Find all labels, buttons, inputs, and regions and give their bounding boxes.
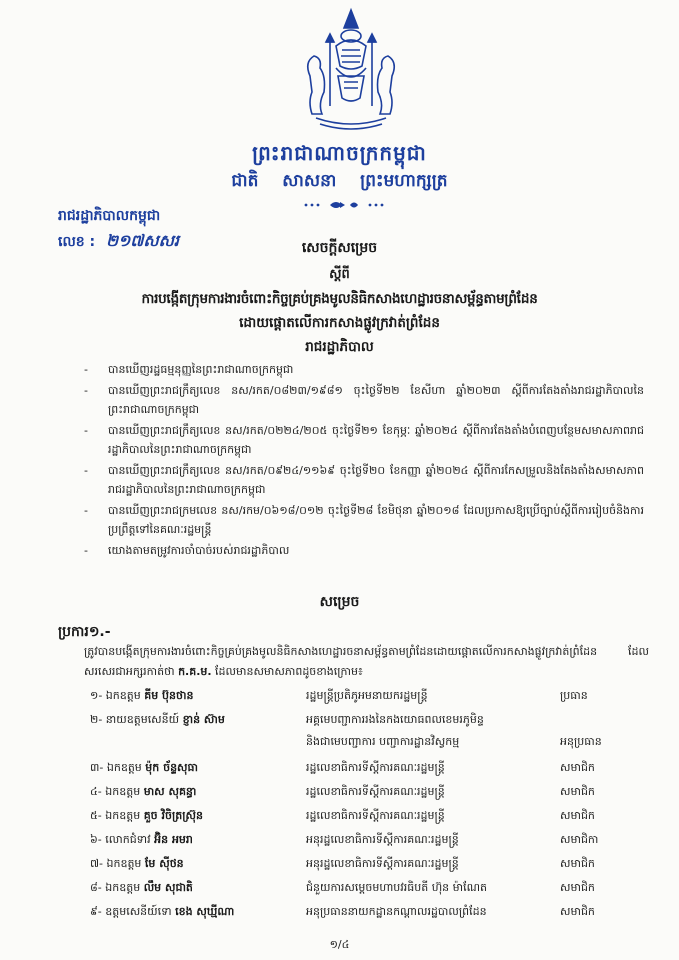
list-item: - បានឃើញព្រះរាជក្រឹត្យលេខ នស/រកត/០៩២៤/១១៦៩ ចុះថ្ងៃទី២០ ខែកញ្ញា ឆ្នាំ២០២៤ ស្តីពីការកែសម្រួលនិងតែងតាំងសមាសភាពរាជរដ្ឋាភិបាលនៃព្រះរាជាណាចក្រកម្ពុជា <box>84 464 644 496</box>
member-row: ៩- ឧត្តមសេនីយ៍ទោ ខេង សុឃ្មីណា អនុប្រធាននាយកដ្ឋានកណ្តាលរដ្ឋបាលព្រំដែន សមាជិក <box>90 905 595 918</box>
member-row: ៤- ឯកឧត្តម មាស សុគន្ធា រដ្ឋលេខាធិការទីស្តីការគណៈរដ្ឋមន្ត្រី សមាជិក <box>90 785 595 798</box>
decision-heading: សេចក្តីសម្រេច <box>301 240 378 256</box>
royal-coat-of-arms-icon <box>296 6 406 134</box>
visa-list <box>84 360 644 562</box>
member-row: ១- ឯកឧត្តម គីម ប៊ុនថាន រដ្ឋមន្ត្រីប្រតិភូអមនាយករដ្ឋមន្ត្រី ប្រធាន <box>90 689 588 702</box>
member-row: ៥- ឯកឧត្តម គួច វិចិត្រស្រ៊ុន រដ្ឋលេខាធិការទីស្តីការគណៈរដ្ឋមន្ត្រី សមាជិក <box>90 809 595 822</box>
list-item: - បានឃើញព្រះរាជក្រឹត្យលេខ នស/រកត/០៨២៣/១៩៨១ ចុះថ្ងៃទី២២ ខែសីហា ឆ្នាំ២០២៣ ស្តីពីការតែងតាំងរាជរដ្ឋាភិបាលនៃព្រះរាជាណាចក្រកម្ពុជា <box>84 384 644 416</box>
page-number: ១/៤ <box>329 938 350 951</box>
member-row: ៧- ឯកឧត្តម មែ ស៊ីថន អនុរដ្ឋលេខាធិការទីស្តីការគណៈរដ្ឋមន្ត្រី សមាជិក <box>90 857 595 870</box>
article-1-text: ត្រូវបានបង្កើតក្រុមការងារចំពោះកិច្ចគ្រប់គ្រងមូលនិធិកសាងហេដ្ឋារចនាសម្ព័ន្ធតាមព្រំដែនដោយផ្តោតលើការកសាងផ្លូវក្រវាត់ព្រំដែន ដែលសរសេរជាអក្សរកាត់ថា ក.គ.ម. ដែលមានសមាសភាពដូចខាងក្រោម៖ <box>84 645 649 678</box>
list-item: - បានឃើញព្រះរាជក្រឹត្យលេខ នស/រកត/០២២៤/២០៥ ចុះថ្ងៃទី២១ ខែកុម្ភៈ ឆ្នាំ២០២៤ ស្តីពីការតែងតាំងបំពេញបន្ថែមសមាសភាពរាជរដ្ឋាភិបាលនៃព្រះរាជាណាចក្រកម្ពុជា <box>84 424 644 456</box>
about-heading: ស្តីពី <box>329 267 350 282</box>
subject-line-2: ដោយផ្តោតលើការកសាងផ្លូវក្រវាត់ព្រំដែន <box>239 315 440 331</box>
ornament-divider-icon <box>300 198 390 212</box>
list-item: - បានឃើញរដ្ឋធម្មនុញ្ញនៃព្រះរាជាណាចក្រកម្ពុជា <box>84 363 294 376</box>
reference-number: ២១៧សសរ <box>106 231 179 250</box>
member-row: ៦- លោកជំទាវ អ៊ិន អមរា អនុរដ្ឋលេខាធិការទីស្តីការគណៈរដ្ឋមន្ត្រី សមាជិកា <box>90 833 599 846</box>
member-row-continuation: និងជាមេបញ្ជាការ បញ្ជាការដ្ឋានវិស្វកម្ម អនុប្រធាន <box>306 735 602 748</box>
member-row: ២- នាយឧត្តមសេនីយ៍ ខ្ញាន់ ស៊ាម អគ្គមេបញ្ជាការរងនៃកងយោធពលខេមរភូមិន្ទ <box>90 713 484 726</box>
issuing-authority: រាជរដ្ឋាភិបាលកម្ពុជា <box>58 208 161 224</box>
acronym: ក.គ.ម. <box>178 665 212 678</box>
member-row: ៨- ឯកឧត្តម លឹម សុជាតិ ជំនួយការសម្តេចមហាបវរធិបតី ហ៊ុន ម៉ាណែត សមាជិក <box>90 881 595 894</box>
reference-label: លេខ : <box>58 234 96 250</box>
national-motto: ជាតិ សាសនា ព្រះមហាក្សត្រ <box>231 171 448 191</box>
list-item: - បានឃើញព្រះរាជក្រមលេខ នស/រកម/០៦១៨/០១២ ចុះថ្ងៃទី២៨ ខែមិថុនា ឆ្នាំ២០១៨ ដែលប្រកាសឱ្យប្រើច្បាប់ស្តីពីការរៀបចំនិងការប្រព្រឹត្តទៅនៃគណៈរដ្ឋមន្ត្រី <box>84 504 644 536</box>
member-row: ៣- ឯកឧត្តម ម៉ុក ច័ន្ទសុធា រដ្ឋលេខាធិការទីស្តីការគណៈរដ្ឋមន្ត្រី សមាជិក <box>90 761 595 774</box>
decides-heading: សម្រេច <box>319 594 360 610</box>
kingdom-heading: ព្រះរាជាណាចក្រកម្ពុជា <box>252 141 427 165</box>
subject-line-1: ការបង្កើតក្រុមការងារចំពោះកិច្ចគ្រប់គ្រងមូលនិធិកសាងហេដ្ឋារចនាសម្ព័ន្ធតាមព្រំដែន <box>141 291 538 307</box>
list-item: - យោងតាមតម្រូវការចាំបាច់របស់រាជរដ្ឋាភិបាល <box>84 544 290 557</box>
authority-heading: រាជរដ្ឋាភិបាល <box>305 339 374 355</box>
article-1-label: ប្រការ១.- <box>58 624 111 640</box>
